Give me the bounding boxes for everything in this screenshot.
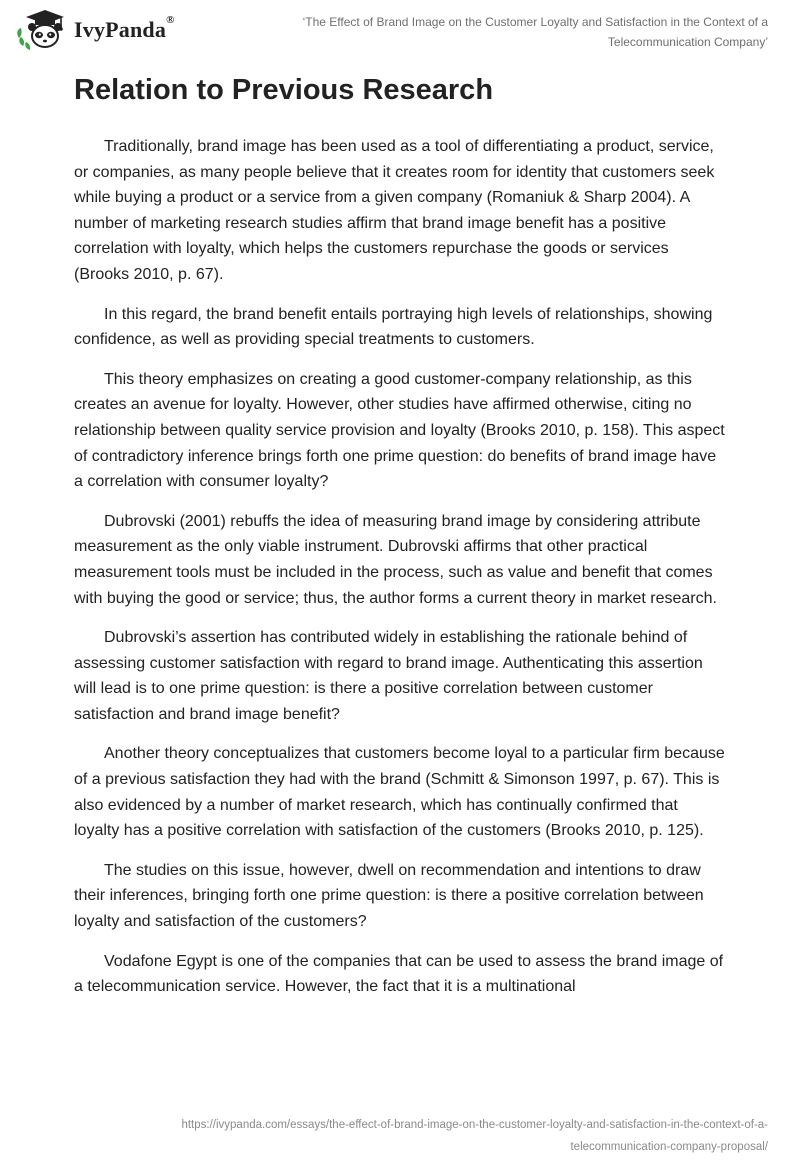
document-running-title: ‘The Effect of Brand Image on the Customer Loyalty and Satisfaction in the Context of a Telecommunication Company’ [302,15,768,49]
logo-wordmark: IvyPanda® [74,14,175,42]
ivypanda-logo[interactable] [14,8,175,52]
page-header [0,0,800,60]
paragraph: The studies on this issue, however, dwell on recommendation and intentions to draw their inferences, bringing forth one prime question: is there a positive correlation between loyalty and satisfaction of the customers? [74,861,704,931]
paragraph: Vodafone Egypt is one of the companies that can be used to assess the brand image of a telecommunication service. However, the fact that it is a multinational [74,952,724,996]
paragraph: Traditionally, brand image has been used as a tool of differentiating a product, service, or companies, as many people believe that it creates room for identity that customers seek while buying a product or a service from a given company (Romaniuk & Sharp 2004). A number of marketing research studies affirm that brand image benefit has a positive correlation with loyalty, which helps the customers repurchase the goods or services (Brooks 2010, p. 67). [74,138,715,283]
paragraph: This theory emphasizes on creating a good customer-company relationship, as this creates an avenue for loyalty. However, other studies have affirmed otherwise, citing no relationship between quality service provision and loyalty (Brooks 2010, p. 158). This aspect of contradictory inference brings forth one prime question: do benefits of brand image have a correlation with consumer loyalty? [74,370,725,491]
source-url-link[interactable]: https://ivypanda.com/essays/the-effect-of-brand-image-on-the-customer-loyalty-and-satisfaction-in-the-context-of-a-telecommunication-company-proposal/ [181,1119,768,1153]
paragraph: Dubrovski’s assertion has contributed widely in establishing the rationale behind of assessing customer satisfaction with regard to brand image. Authenticating this assertion will lead is to one prime question: is there a positive correlation between customer satisfaction and brand image benefit? [74,629,703,723]
section-heading: Relation to Previous Research [74,74,494,106]
essay-body [74,134,726,1014]
panda-graduate-icon [14,8,70,52]
paragraph: Dubrovski (2001) rebuffs the idea of measuring brand image by considering attribute measurement as the only viable instrument. Dubrovski affirms that other practical measurement tools must be included in the process, such as value and benefit that comes with buying the good or service; thus, the author forms a current theory in market research. [74,512,717,607]
paragraph: Another theory conceptualizes that customers become loyal to a particular firm because of a previous satisfaction they had with the brand (Schmitt & Simonson 1997, p. 67). This is also evidenced by a number of market research, which has continually confirmed that loyalty has a positive correlation with satisfaction of the customers (Brooks 2010, p. 125). [74,745,725,840]
paragraph: In this regard, the brand benefit entails portraying high levels of relationships, showing confidence, as well as providing special treatments to customers. [74,305,713,349]
